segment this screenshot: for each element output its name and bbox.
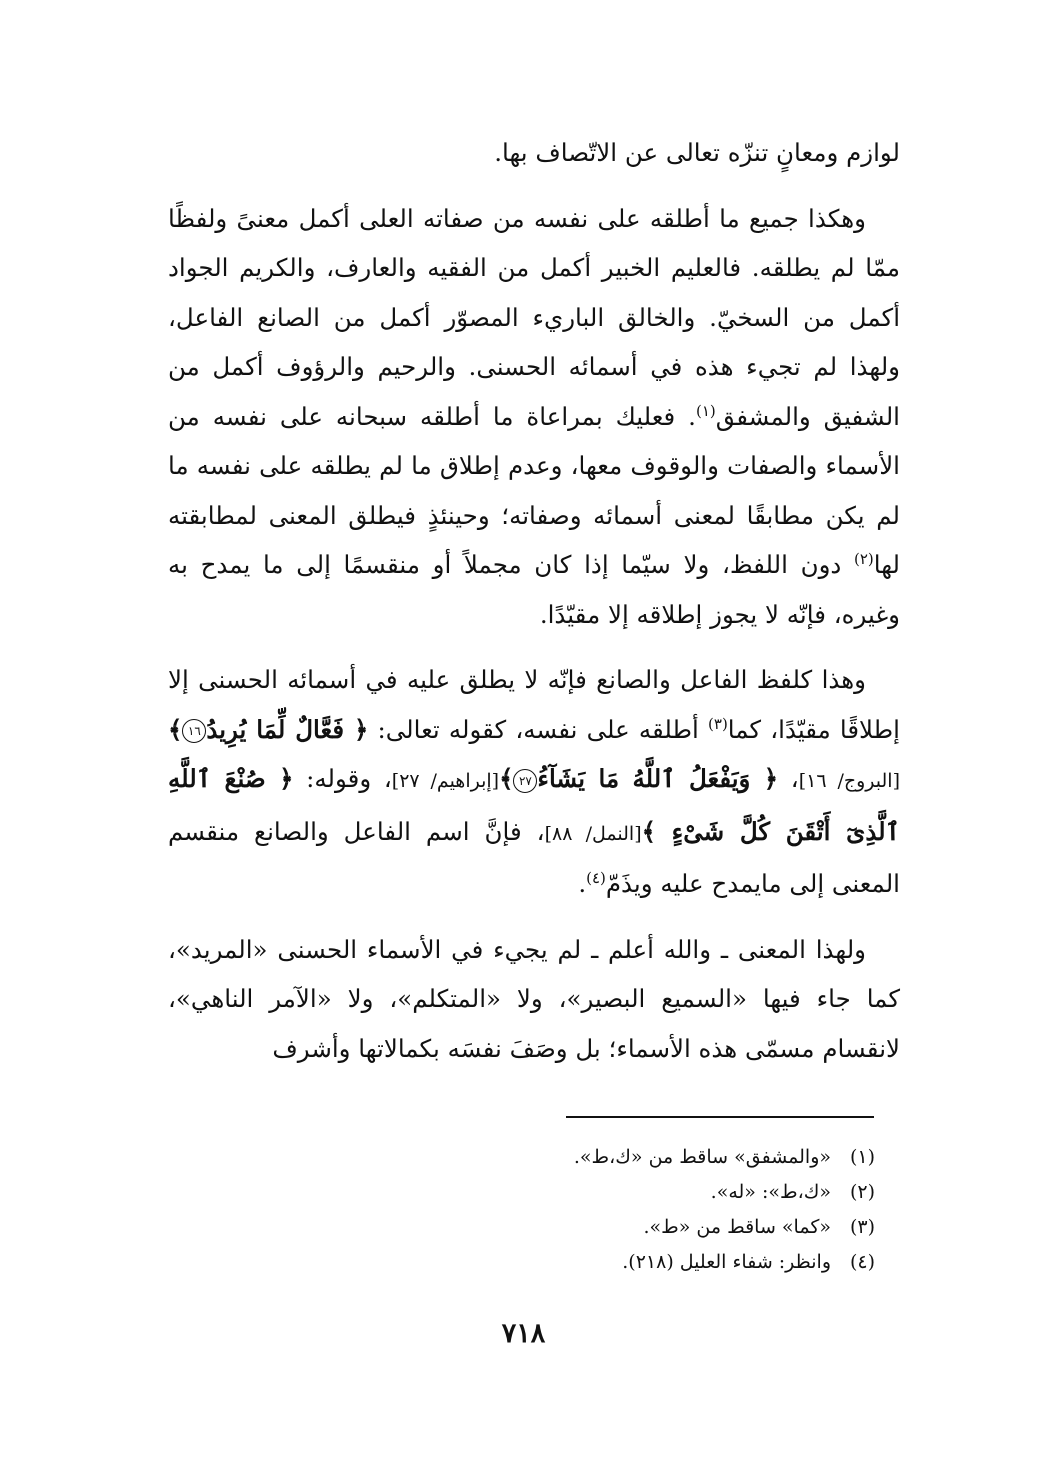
footnote-text: «كما» ساقط من «ط».	[643, 1216, 831, 1238]
paragraph-text: وهذا كلفظ الفاعل والصانع فإنّه لا يطلق عليه في أسمائه الحسنى إلا إطلاقًا مقيّدًا، كما	[168, 665, 900, 744]
paragraph-text: . فعليك بمراعاة ما أطلقه سبحانه على نفسه من الأسماء والصفات والوقوف معها، وعدم إطلاق ما لم يطلقه على نفسه ما لم يكن مطابقًا لمعنى أسمائه وصفاته؛ وحينئذٍ فيطلق المعنى لمطابقته لها	[168, 401, 900, 579]
paragraph-text: لوازم ومعانٍ تنزّه تعالى عن الاتّصاف بها.	[494, 138, 900, 167]
quran-verse-1: ﴿ فَعَّالٌ لِّمَا يُرِيدُ	[206, 714, 369, 744]
paragraph-text: ، وقوله:	[293, 764, 392, 793]
footnote-ref-1[interactable]: (١)	[695, 401, 716, 420]
paragraph-2	[168, 194, 900, 640]
paragraph-1	[168, 128, 900, 178]
footnote-text: «والمشفق» ساقط من «ك،ط».	[573, 1146, 831, 1168]
footnote-separator	[566, 1116, 874, 1118]
footnote-1	[360, 1140, 875, 1175]
footnote-number: (٢)	[849, 1181, 875, 1203]
quran-verse-3: ﴿ صُنْعَ ٱللَّهِ ٱلَّذِىٓ أَتْقَنَ كُلَّ شَىْءٍ ﴾	[168, 764, 901, 846]
footnotes	[360, 1140, 875, 1280]
paragraph-text: ، فإنَّ اسم الفاعل والصانع منقسم المعنى إلى مايمدح عليه ويذَمّ	[168, 816, 900, 898]
footnote-text: وانظر: شفاء العليل (٢١٨).	[622, 1251, 831, 1273]
footnote-3	[360, 1210, 875, 1245]
footnote-ref-3[interactable]: (٣)	[708, 714, 728, 733]
paragraph-text: وهكذا جميع ما أطلقه على نفسه من صفاته العلى أكمل معنىً ولفظًا ممّا لم يطلقه. فالعليم الخبير أكمل من الفقيه والعارف، والكريم الجواد أكمل من السخيّ. والخالق الباريء المصوّر أكمل من الصانع الفاعل، ولهذا لم تجيء هذه في أسمائه الحسنى. والرحيم والرؤوف أكمل من الشفيق والمشفق	[168, 203, 900, 431]
footnote-number: (٣)	[849, 1216, 875, 1238]
verse-close-bracket: ﴾	[168, 714, 183, 744]
paragraph-text: دون اللفظ، ولا سيّما إذا كان مجملاً أو منقسمًا إلى ما يمدح به وغيره، فإنّه لا يجوز إطلاقه إلا مقيّدًا.	[168, 550, 900, 629]
paragraph-text: ،	[778, 764, 799, 793]
verse-close-bracket: ﴾	[499, 764, 514, 793]
page-number: ٧١٨	[501, 1318, 546, 1349]
paragraph-text: .	[578, 869, 587, 898]
verse-citation-3: [النمل/ ٨٨]	[544, 822, 642, 845]
footnote-ref-2[interactable]: (٢)	[853, 549, 874, 568]
paragraph-4	[168, 925, 900, 1074]
quran-verse-2: ﴿ وَيَفْعَلُ ٱللَّهُ مَا يَشَآءُ	[537, 764, 779, 793]
verse-citation-2: [إبراهيم/ ٢٧]	[391, 770, 500, 792]
main-text	[168, 128, 900, 1073]
footnote-2	[360, 1175, 875, 1210]
paragraph-3	[168, 655, 900, 909]
footnote-number: (١)	[849, 1146, 875, 1168]
ayah-number-marker: ١٦	[182, 719, 206, 743]
ayah-number-marker: ٢٧	[513, 769, 537, 793]
paragraph-text: أطلقه على نفسه، كقوله تعالى:	[368, 714, 709, 744]
footnote-ref-4[interactable]: (٤)	[586, 868, 606, 887]
footnote-4	[360, 1245, 875, 1280]
footnote-number: (٤)	[849, 1251, 875, 1273]
paragraph-text: ولهذا المعنى ـ والله أعلم ـ لم يجيء في الأسماء الحسنى «المريد»، كما جاء فيها «السميع البصير»، ولا «المتكلم»، ولا «الآمر الناهي»، لانقسام مسمّى هذه الأسماء؛ بل وصَفَ نفسَه بكمالاتها وأشرف	[168, 934, 900, 1063]
footnote-text: «ك،ط»: «له».	[710, 1181, 831, 1203]
verse-citation-1: [البروج/ ١٦]	[798, 770, 900, 792]
